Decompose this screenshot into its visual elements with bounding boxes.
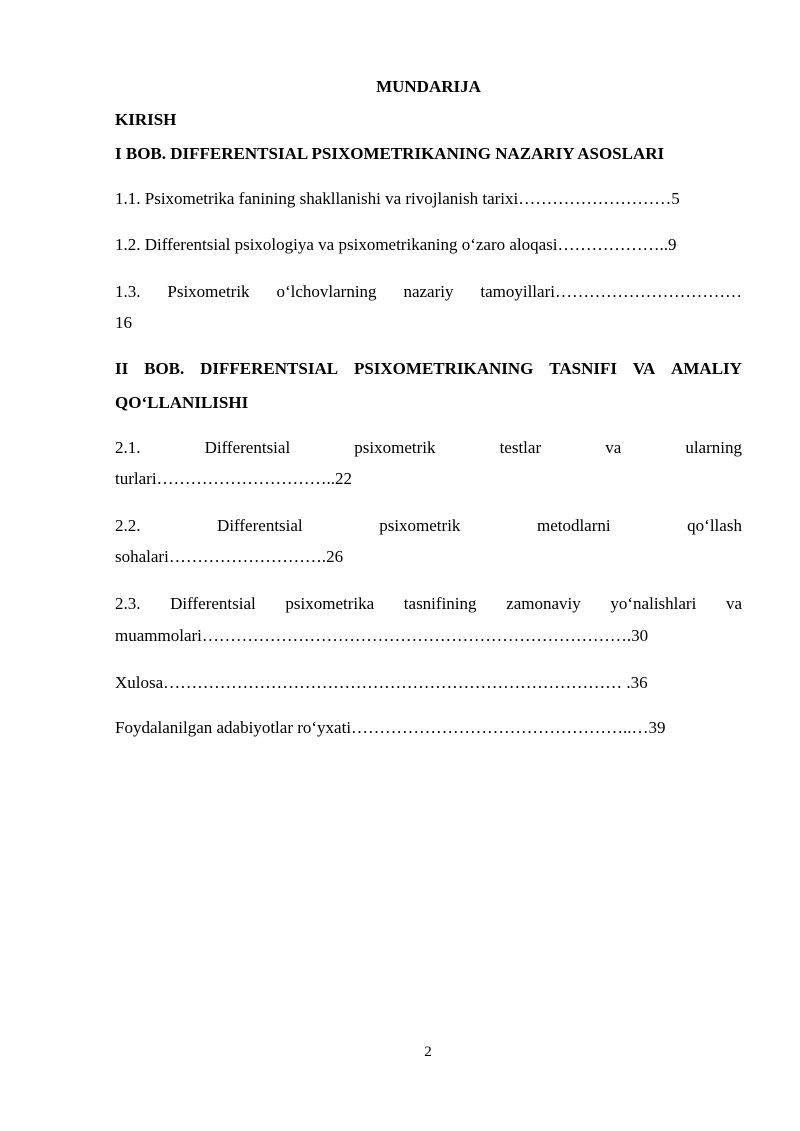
toc-item-2-3-line1 (115, 593, 742, 615)
word: DIFFERENTSIAL (200, 359, 339, 378)
toc-item-1-3-line1 (115, 281, 742, 303)
word: PSIXOMETRIKANING (353, 359, 534, 378)
toc-item-2-1-line2: turlari…………………………..22 (115, 469, 353, 488)
toc-item-2-3-line2: muammolari………………………………………………………………….30 (115, 626, 649, 645)
toc-chapter-2-line1 (115, 358, 742, 380)
word: TASNIFI (549, 359, 617, 378)
word: 2.3. (115, 594, 141, 613)
toc-item-2-2-line1 (115, 515, 742, 537)
word: 2.2. (115, 516, 141, 535)
toc-item-1-2: 1.2. Differentsial psixologiya va psixometrikaning o‘zaro aloqasi………………..9 (115, 235, 677, 254)
word: 1.3. (115, 282, 141, 301)
word: tasnifining (403, 594, 477, 613)
toc-intro: KIRISH (115, 110, 177, 129)
word: 2.1. (115, 438, 141, 457)
word: psixometrik (354, 438, 436, 457)
word: Differentsial (204, 438, 291, 457)
word: Differentsial (217, 516, 303, 535)
toc-chapter-2-line2: QO‘LLANILISHI (115, 393, 249, 412)
toc-item-1-1: 1.1. Psixometrika fanining shakllanishi va rivojlanish tarixi………………………5 (115, 189, 680, 208)
word: va (605, 438, 622, 457)
word: psixometrika (285, 594, 375, 613)
toc-item-1-3-page: 16 (115, 313, 132, 332)
word: Psixometrik (167, 282, 250, 301)
word: yo‘nalishlari (610, 594, 697, 613)
word: II (115, 359, 129, 378)
word: qo‘llash (687, 516, 742, 535)
toc-item-2-1-line1 (115, 437, 742, 459)
word: testlar (499, 438, 542, 457)
word: zamonaviy (506, 594, 581, 613)
word: tamoyillari…………………………… (480, 282, 742, 301)
toc-conclusion: Xulosa……………………………………………………………………… .36 (115, 673, 648, 692)
word: VA (632, 359, 656, 378)
word: va (725, 594, 742, 613)
toc-chapter-1: I BOB. DIFFERENTSIAL PSIXOMETRIKANING NAZARIY ASOSLARI (115, 144, 665, 163)
toc-item-2-2-line2: sohalari……………………….26 (115, 547, 344, 566)
page-number: 2 (424, 1044, 432, 1060)
word: AMALIY (671, 359, 742, 378)
word: o‘lchovlarning (276, 282, 377, 301)
page-title: MUNDARIJA (376, 77, 481, 96)
word: ularning (685, 438, 742, 457)
word: metodlarni (536, 516, 611, 535)
word: psixometrik (379, 516, 461, 535)
word: Differentsial (170, 594, 256, 613)
word: nazariy (403, 282, 454, 301)
word: BOB. (144, 359, 185, 378)
toc-references: Foydalanilgan adabiyotlar ro‘yxati…………………………………………..…39 (115, 718, 666, 737)
